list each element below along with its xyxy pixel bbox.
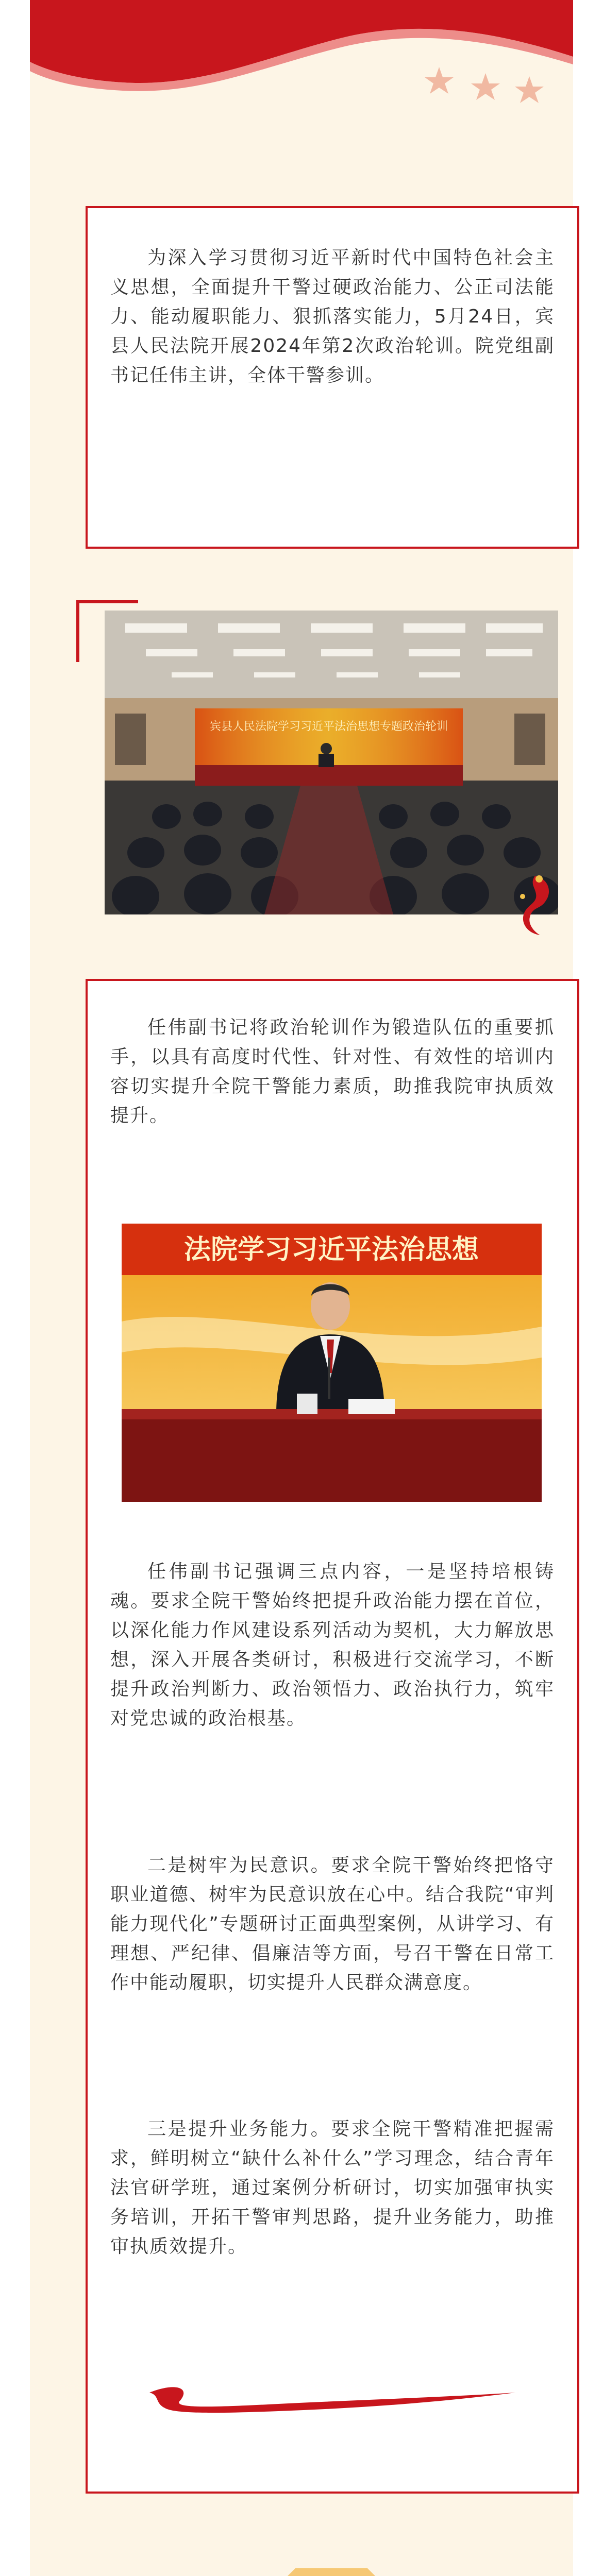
brush-stroke-decoration [144,2377,521,2418]
end-badge [264,2550,398,2576]
speaker-banner-text: 法院学习习近平法治思想 [183,1234,479,1265]
section1-paragraph: 任伟副书记将政治轮训作为锻造队伍的重要抓手，以具有高度时代性、针对性、有效性的培训内容切实提升全院干警能力素质，助推我院审执质效提升。 [110,1017,555,1126]
meeting-hall-photo [105,611,558,914]
content-card [86,979,579,2494]
paragraph-three: 三是提升业务能力。要求全院干警精准把握需求，鲜明树立“缺什么补什么”学习理念，结合青年法官研学班，通过案例分析研讨，切实加强审执实务培训，开拓干警审判思路，提升业务能力，助推审执质效提升。 [110,2119,555,2257]
stars-decoration [418,62,552,103]
ribbon-decoration [509,871,561,938]
corner-line-left [76,600,79,662]
intro-card [86,206,579,549]
corner-line-top [76,600,138,603]
meeting-banner-text: 宾县人民法院学习习近平法治思想专题政治轮训 [209,720,448,733]
pavilion-roof-decoration [264,2550,398,2576]
article-page [30,0,573,2576]
paragraph-two: 二是树牢为民意识。要求全院干警始终把恪守职业道德、树牢为民意识放在心中。结合我院“审判能力现代化”专题研讨正面典型案例，从讲学习、有理想、严纪律、倡廉洁等方面，号召干警在日常工作中能动履职，切实提升人民群众满意度。 [110,1855,555,1993]
paragraph-one: 任伟副书记强调三点内容，一是坚持培根铸魂。要求全院干警始终把提升政治能力摆在首位，以深化能力作风建设系列活动为契机，大力解放思想，深入开展各类研讨，积极进行交流学习，不断提升政治判断力、政治领悟力、政治执行力，筑牢对党忠诚的政治根基。 [110,1561,555,1729]
speaker-photo [122,1224,542,1502]
top-banner [30,0,573,103]
intro-paragraph: 为深入学习贯彻习近平新时代中国特色社会主义思想，全面提升干警过硬政治能力、公正司法能力、能动履职能力、狠抓落实能力，5月24日，宾县人民法院开展2024年第2次政治轮训。院党组副书记任伟主讲，全体干警参训。 [110,247,555,386]
